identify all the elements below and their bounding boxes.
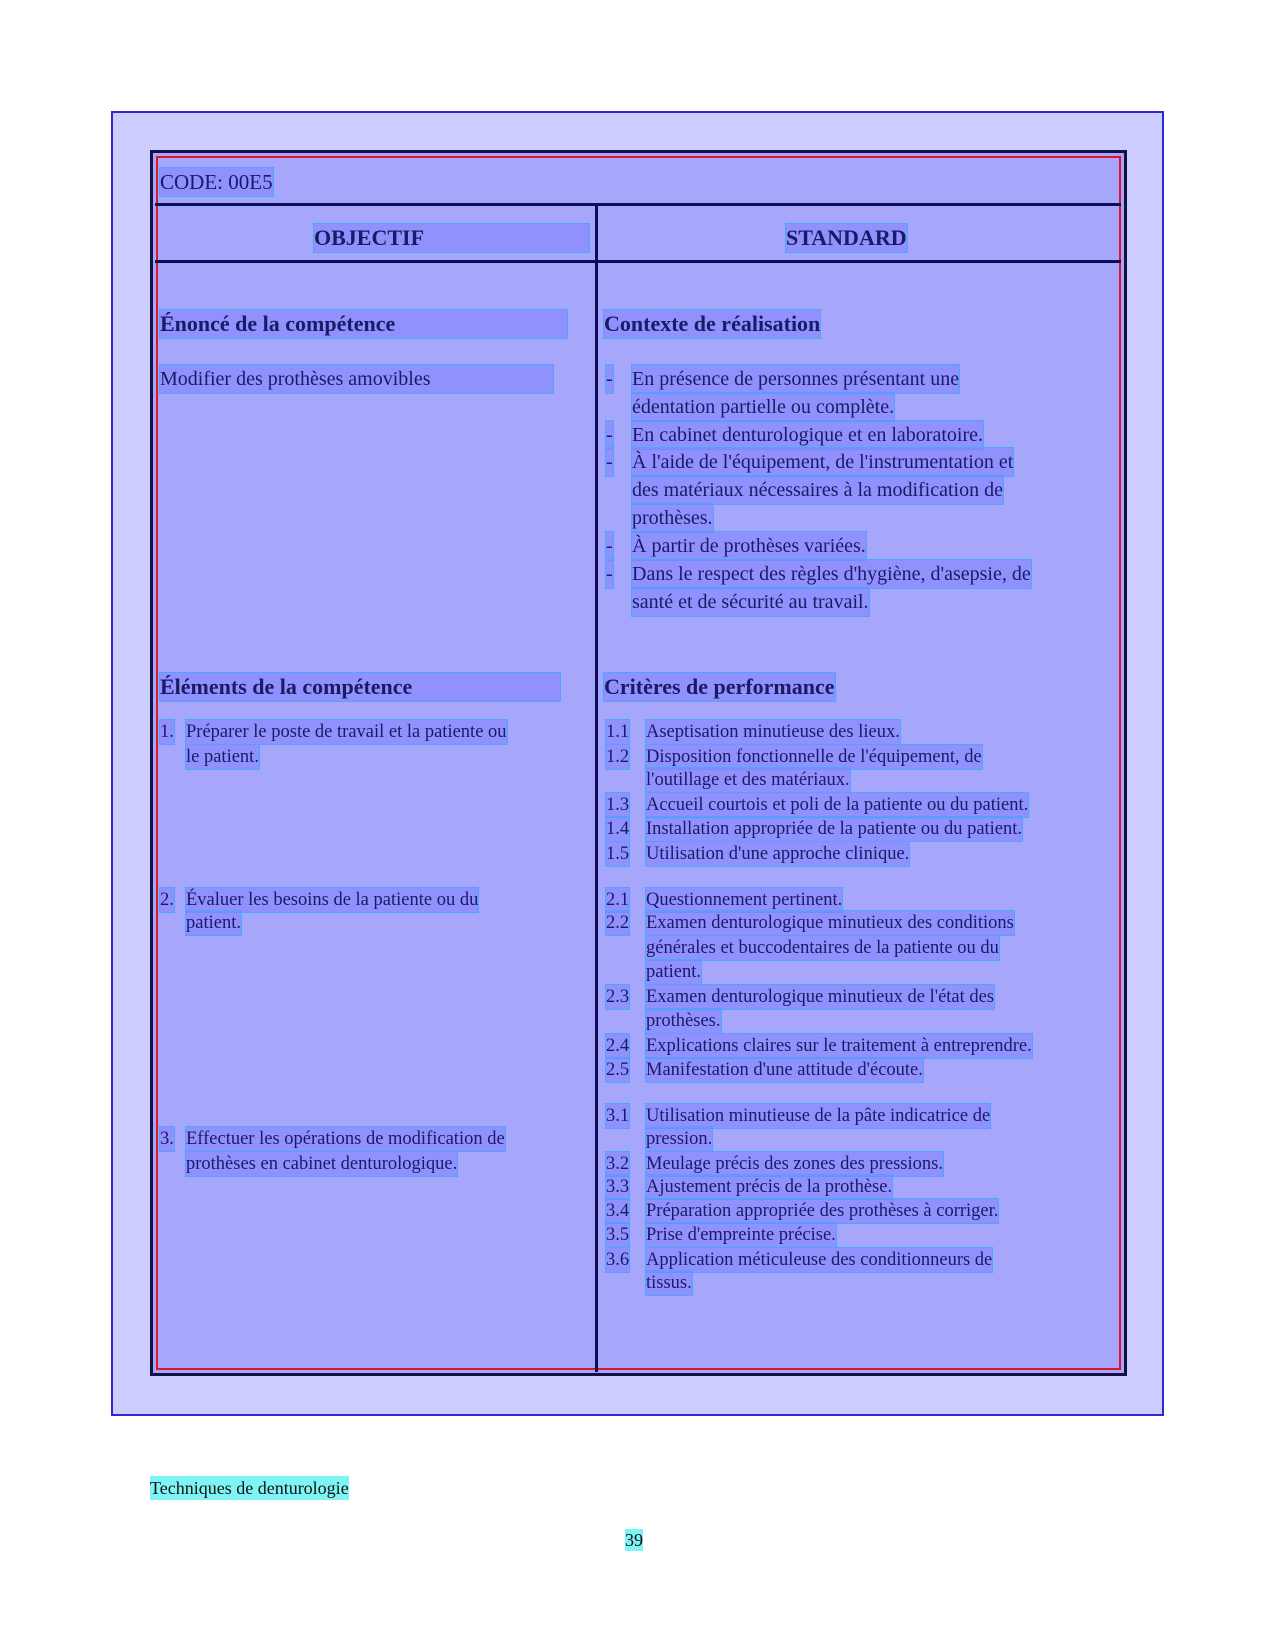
element-line: prothèses en cabinet denturologique.	[186, 1154, 458, 1174]
criterion-line: prothèses.	[646, 1011, 721, 1031]
objectif-header: OBJECTIF	[314, 224, 589, 252]
contexte-item-line: À l'aide de l'équipement, de l'instrumentation et	[632, 448, 1013, 476]
criterion-line: Prise d'empreinte précise.	[646, 1225, 836, 1245]
contexte-item-line: En cabinet denturologique et en laboratoire.	[632, 421, 983, 449]
criterion-line: pression.	[646, 1129, 713, 1149]
criterion-number: 2.4	[606, 1036, 630, 1056]
criterion-line: Explications claires sur le traitement à entreprendre.	[646, 1036, 1032, 1056]
contexte-item-line: À partir de prothèses variées.	[632, 532, 866, 560]
contexte-bullet: -	[606, 365, 613, 393]
page-number: 39	[625, 1530, 643, 1550]
criterion-line: Questionnement pertinent.	[646, 890, 843, 910]
criterion-line: Aseptisation minutieuse des lieux.	[646, 722, 900, 742]
criterion-number: 1.1	[606, 722, 630, 742]
column-divider	[595, 206, 598, 1372]
criterion-line: tissus.	[646, 1273, 692, 1293]
element-line: patient.	[186, 913, 241, 933]
criterion-number: 2.3	[606, 987, 630, 1007]
criterion-number: 1.5	[606, 844, 630, 864]
criterion-line: Manifestation d'une attitude d'écoute.	[646, 1060, 923, 1080]
enonce-text: Modifier des prothèses amovibles	[160, 365, 553, 393]
contexte-item-line: édentation partielle ou complète.	[632, 393, 894, 421]
contexte-heading: Contexte de réalisation	[604, 311, 821, 336]
criterion-line: Ajustement précis de la prothèse.	[646, 1177, 893, 1197]
elements-heading: Éléments de la compétence	[160, 673, 560, 701]
criterion-line: patient.	[646, 962, 701, 982]
element-line: Préparer le poste de travail et la patiente ou	[186, 722, 507, 742]
contexte-bullet: -	[606, 448, 613, 476]
contexte-item-line: santé et de sécurité au travail.	[632, 588, 869, 616]
criterion-line: Installation appropriée de la patiente ou du patient.	[646, 819, 1023, 839]
criterion-number: 1.3	[606, 795, 630, 815]
criterion-line: Accueil courtois et poli de la patiente ou du patient.	[646, 795, 1029, 815]
criterion-number: 1.4	[606, 819, 630, 839]
criterion-number: 3.5	[606, 1225, 630, 1245]
divider-code	[155, 203, 1121, 206]
criterion-line: Meulage précis des zones des pressions.	[646, 1154, 943, 1174]
contexte-bullet: -	[606, 560, 613, 588]
criterion-line: Examen denturologique minutieux de l'état des	[646, 987, 995, 1007]
contexte-item-line: En présence de personnes présentant une	[632, 365, 959, 393]
criterion-number: 3.4	[606, 1201, 630, 1221]
criterion-line: générales et buccodentaires de la patiente ou du	[646, 938, 999, 958]
criterion-line: l'outillage et des matériaux.	[646, 770, 850, 790]
criterion-line: Utilisation minutieuse de la pâte indicatrice de	[646, 1106, 991, 1126]
criterion-number: 3.3	[606, 1177, 630, 1197]
criterion-number: 2.5	[606, 1060, 630, 1080]
criterion-number: 2.1	[606, 890, 630, 910]
standard-header: STANDARD	[786, 225, 907, 250]
contexte-item-line: prothèses.	[632, 504, 713, 532]
element-line: Effectuer les opérations de modification de	[186, 1129, 505, 1149]
element-number: 3.	[160, 1129, 174, 1149]
element-number: 1.	[160, 722, 174, 742]
element-number: 2.	[160, 890, 174, 910]
criterion-line: Disposition fonctionnelle de l'équipement, de	[646, 747, 982, 767]
criterion-line: Application méticuleuse des conditionneurs de	[646, 1250, 993, 1270]
criterion-line: Utilisation d'une approche clinique.	[646, 844, 910, 864]
contexte-item-line: des matériaux nécessaires à la modification de	[632, 476, 1003, 504]
contexte-bullet: -	[606, 532, 613, 560]
program-name: Techniques de denturologie	[150, 1478, 349, 1498]
criterion-line: Préparation appropriée des prothèses à corriger.	[646, 1201, 999, 1221]
contexte-item-line: Dans le respect des règles d'hygiène, d'asepsie, de	[632, 560, 1031, 588]
divider-header	[155, 260, 1121, 263]
criterion-number: 3.2	[606, 1154, 630, 1174]
criterion-number: 3.6	[606, 1250, 630, 1270]
element-line: Évaluer les besoins de la patiente ou du	[186, 890, 479, 910]
criterion-number: 1.2	[606, 747, 630, 767]
criterion-number: 2.2	[606, 913, 630, 933]
contexte-bullet: -	[606, 421, 613, 449]
competency-code: CODE: 00E5	[160, 170, 273, 194]
criterion-number: 3.1	[606, 1106, 630, 1126]
criteres-heading: Critères de performance	[604, 674, 835, 699]
enonce-heading: Énoncé de la compétence	[160, 310, 567, 338]
criterion-line: Examen denturologique minutieux des conditions	[646, 913, 1014, 933]
element-line: le patient.	[186, 747, 259, 767]
